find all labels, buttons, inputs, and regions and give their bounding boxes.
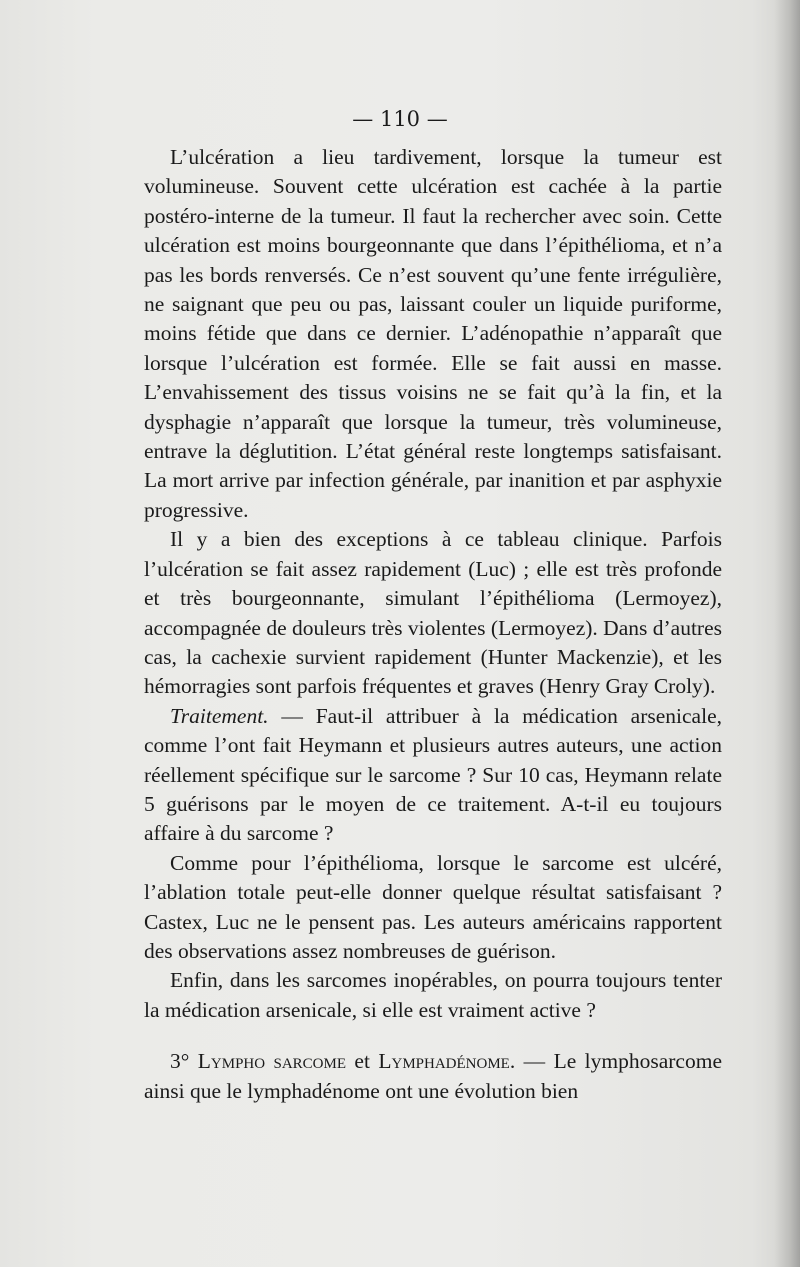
traitement-heading: Traitement. bbox=[170, 703, 269, 728]
section-title-lympho-sarcome: Lympho sarcome bbox=[197, 1049, 347, 1074]
section-lympho-sarcome bbox=[144, 1047, 722, 1106]
paragraph-traitement bbox=[144, 702, 722, 849]
paragraph-epithelioma: Comme pour l’épithélioma, lorsque le sarcome est ulcéré, l’ablation totale peut-elle donner quelque résultat satisfaisant ? Castex, Luc ne le pensent pas. Les auteurs américains rapportent des observations assez nombreuses de guérison. bbox=[144, 850, 722, 963]
paragraph-exceptions: Il y a bien des exceptions à ce tableau clinique. Parfois l’ulcération se fait assez rapidement (Luc) ; elle est très profonde et très bourgeonnante, simulant l’épithélioma (Lermoyez), accompagnée de douleurs très violentes (Lermoyez). Dans d’autres cas, la cachexie survient rapidement (Hunter Mackenzie), et les hémorragies sont parfois fréquentes et graves (Henry Gray Croly). bbox=[144, 527, 722, 699]
section-title-lymphadenome: Lymphadénome bbox=[378, 1049, 510, 1074]
paragraph-ulceration: L’ulcération a lieu tardivement, lorsque la tumeur est volumineuse. Souvent cette ulcération est cachée à la partie postéro-interne de la tumeur. Il faut la rechercher avec soin. Cette ulcération est moins bourgeonnante que dans l’épithélioma, et n’a pas les bords renversés. Ce n’est souvent qu’une fente irrégulière, ne saignant que peu ou pas, laissant couler un liquide puriforme, moins fétide que dans ce dernier. L’adénopathie n’apparaît que lorsque l’ulcération est formée. Elle se fait aussi en masse. L’envahissement des tissus voisins ne se fait qu’à la fin, et la dysphagie n’apparaît que lorsque la tumeur, très volumineuse, entrave la déglutition. L’état général reste longtemps satisfaisant. La mort arrive par infection générale, par inanition et par asphyxie progressive. bbox=[144, 145, 722, 522]
section-text: . — Le lymphosarcome ainsi que le lymphadénome ont une évolution bien bbox=[144, 1049, 722, 1103]
body-text bbox=[144, 143, 722, 1106]
section-connector: et bbox=[346, 1049, 379, 1074]
section-number: 3° bbox=[170, 1049, 198, 1074]
page-number: — 110 — bbox=[352, 107, 448, 131]
page-edge-shadow bbox=[774, 0, 800, 1267]
paragraph-inoperables: Enfin, dans les sarcomes inopérables, on pourra toujours tenter la médication arsenicale, si elle est vraiment active ? bbox=[144, 968, 722, 1022]
traitement-text: — Faut-il attribuer à la médication arsenicale, comme l’ont fait Heymann et plusieurs autres auteurs, une action réellement spécifique sur le sarcome ? Sur 10 cas, Heymann relate 5 guérisons par le moyen de ce traitement. A-t-il eu toujours affaire à du sarcome ? bbox=[144, 703, 722, 846]
